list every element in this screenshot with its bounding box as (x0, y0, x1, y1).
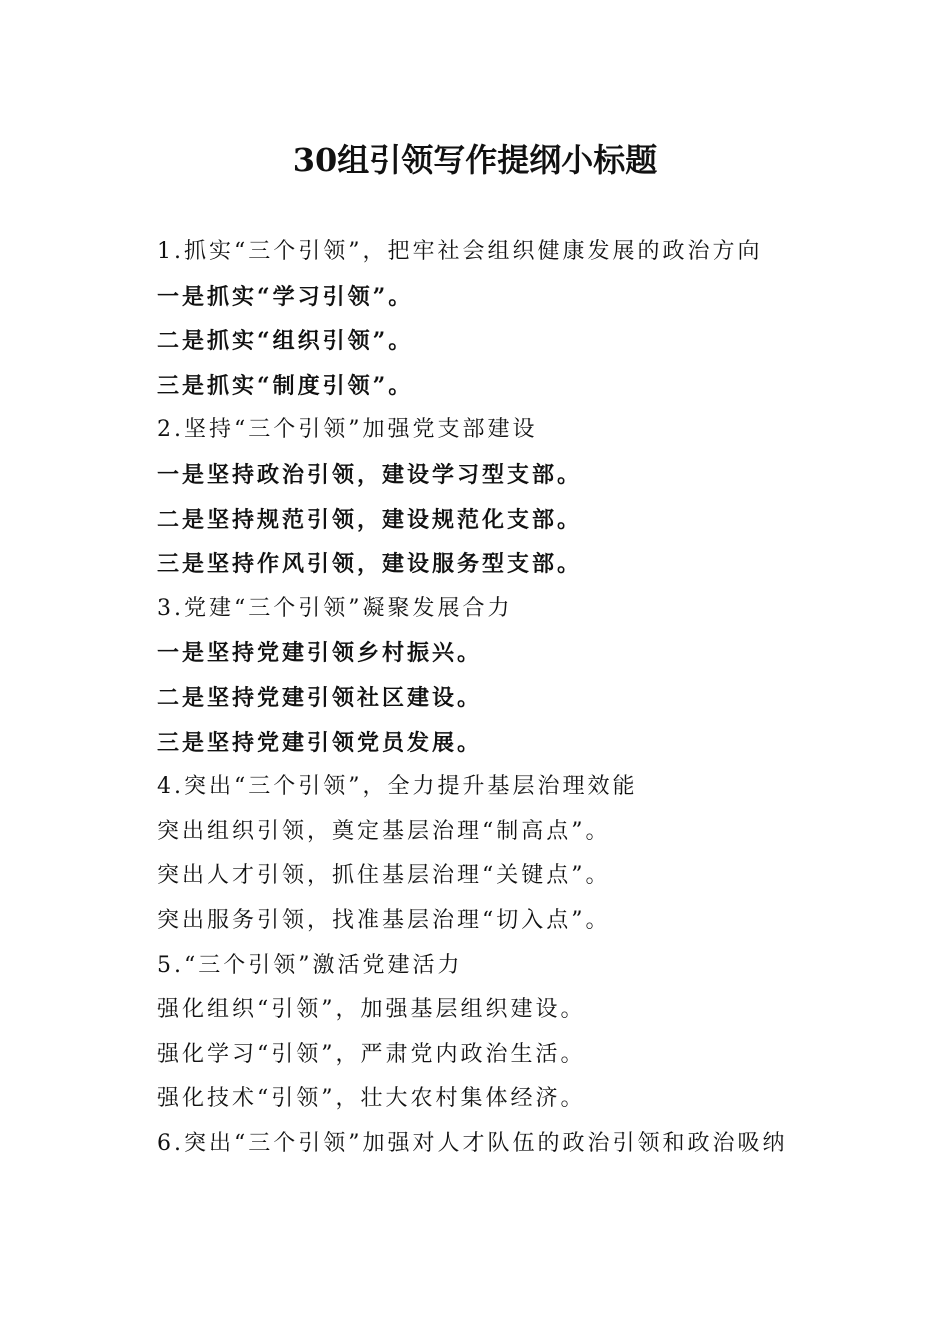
outline-item: 强化技术“引领”，壮大农村集体经济。 (157, 1086, 586, 1112)
outline-item: 突出服务引领，找准基层治理“切入点”。 (157, 907, 611, 933)
document-title: 30组引领写作提纲小标题 (292, 141, 658, 179)
outline-item: 一是坚持党建引领乡村振兴。 (157, 640, 483, 667)
outline-item: 突出组织引领，奠定基层治理“制高点”。 (157, 818, 611, 844)
outline-item: 三是坚持党建引领党员发展。 (157, 729, 483, 756)
outline-item: 二是抓实“组织引领”。 (157, 328, 414, 355)
outline-item: 一是抓实“学习引领”。 (157, 283, 414, 310)
outline-item: 突出人才引领，抓住基层治理“关键点”。 (157, 863, 611, 889)
section-heading-5: 5.“三个引领”激活党建活力 (157, 952, 463, 978)
outline-item: 三是坚持作风引领，建设服务型支部。 (157, 551, 583, 578)
section-heading-2: 2.坚持“三个引领”加强党支部建设 (157, 417, 538, 443)
outline-item: 强化组织“引领”，加强基层组织建设。 (157, 997, 586, 1023)
outline-item: 二是坚持党建引领社区建设。 (157, 684, 483, 711)
outline-item: 一是坚持政治引领，建设学习型支部。 (157, 461, 583, 488)
outline-list (157, 230, 857, 1166)
outline-item: 二是坚持规范引领，建设规范化支部。 (157, 506, 583, 533)
outline-item: 三是抓实“制度引领”。 (157, 372, 414, 399)
section-heading-4: 4.突出“三个引领”，全力提升基层治理效能 (157, 774, 638, 800)
outline-item: 强化学习“引领”，严肃党内政治生活。 (157, 1041, 586, 1067)
section-heading-6: 6.突出“三个引领”加强对人才队伍的政治引领和政治吸纳 (157, 1130, 788, 1156)
section-heading-1: 1.抓实“三个引领”，把牢社会组织健康发展的政治方向 (157, 239, 763, 264)
section-heading-3: 3.党建“三个引领”凝聚发展合力 (157, 595, 513, 621)
